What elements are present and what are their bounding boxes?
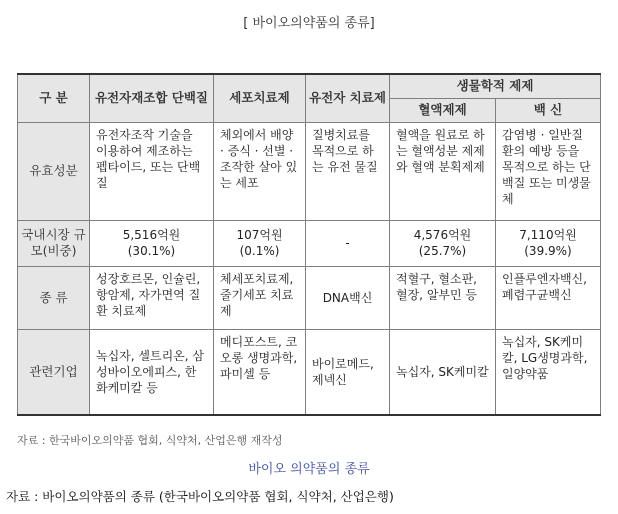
cell-ingredient-vaccine: 감염병 · 일반질환의 예방 등을 목적으로 하는 단백질 또는 미생물체: [496, 122, 601, 220]
table-row: [18, 329, 601, 415]
cell-market-recombinant: [90, 220, 214, 266]
cell-ingredient-recombinant: 유전자조작 기술을 이용하여 제조하는 펩타이드, 또는 단백질: [90, 122, 214, 220]
header-vaccine: 백 신: [496, 98, 601, 122]
cell-companies-cell-therapy: 메디포스트, 코오롱 생명과학, 파미셀 등: [214, 329, 306, 415]
row-label-ingredient: 유효성분: [18, 122, 90, 220]
cell-types-recombinant: 성장호르몬, 인슐린, 항암제, 자가면역 질환 치료제: [90, 266, 214, 329]
header-category: 구 분: [18, 74, 90, 122]
cell-market-cell-therapy: [214, 220, 306, 266]
cell-companies-blood: 녹십자, SK케미칼: [390, 329, 496, 415]
header-gene-therapy: 유전자 치료제: [306, 74, 390, 122]
market-share: (25.7%): [418, 244, 467, 258]
market-value: 107억원: [236, 228, 283, 242]
market-share: (0.1%): [239, 244, 280, 258]
table-note: 자료 : 한국바이오의약품 협회, 식약처, 산업은행 재작성: [17, 434, 283, 447]
row-label-companies: 관련기업: [18, 329, 90, 415]
source-line: 자료 : 바이오의약품의 종류 (한국바이오의약품 협회, 식약처, 산업은행): [6, 489, 394, 504]
figure-caption: 바이오 의약품의 종류: [248, 462, 370, 477]
cell-companies-gene-therapy: 바이로메드, 제넥신: [306, 329, 390, 415]
header-cell-therapy: 세포치료제: [214, 74, 306, 122]
cell-types-gene-therapy: DNA백신: [306, 266, 390, 329]
cell-types-blood: 적혈구, 혈소판, 혈장, 알부민 등: [390, 266, 496, 329]
header-biologics: 생물학적 제제: [390, 74, 601, 98]
cell-ingredient-cell-therapy: 체외에서 배양 · 증식 · 선별 · 조작한 살아 있는 세포: [214, 122, 306, 220]
table-row: [18, 220, 601, 266]
market-value: 7,110억원: [519, 228, 577, 242]
market-value: 4,576억원: [413, 228, 472, 242]
biopharma-table: [17, 73, 600, 430]
row-label-types: 종 류: [18, 266, 90, 329]
cell-ingredient-blood: 혈액을 원료로 하는 혈액성분 제제와 혈액 분획제제: [390, 122, 496, 220]
market-value: 5,516억원: [122, 228, 181, 242]
cell-types-cell-therapy: 체세포치료제, 줄기세포 치료제: [214, 266, 306, 329]
cell-ingredient-gene-therapy: 질병치료를 목적으로 하는 유전 물질: [306, 122, 390, 220]
table-row: [18, 266, 601, 329]
table-row: [18, 122, 601, 220]
market-share: (39.9%): [524, 244, 572, 258]
cell-companies-vaccine: 녹십자, SK케미칼, LG생명과학, 일양약품: [496, 329, 601, 415]
cell-types-vaccine: 인플루엔자백신, 폐렴구균백신: [496, 266, 601, 329]
header-blood: 혈액제제: [390, 98, 496, 122]
header-recombinant: 유전자재조합 단백질: [90, 74, 214, 122]
cell-companies-recombinant: 녹십자, 셀트리온, 삼성바이오에피스, 한화케미칼 등: [90, 329, 214, 415]
row-label-market: 국내시장 규모(비중): [18, 220, 90, 266]
cell-market-blood: [390, 220, 496, 266]
cell-market-gene-therapy: -: [306, 220, 390, 266]
table-title: [ 바이오의약품의 종류]: [243, 16, 375, 31]
market-share: (30.1%): [127, 244, 176, 258]
cell-market-vaccine: [496, 220, 601, 266]
